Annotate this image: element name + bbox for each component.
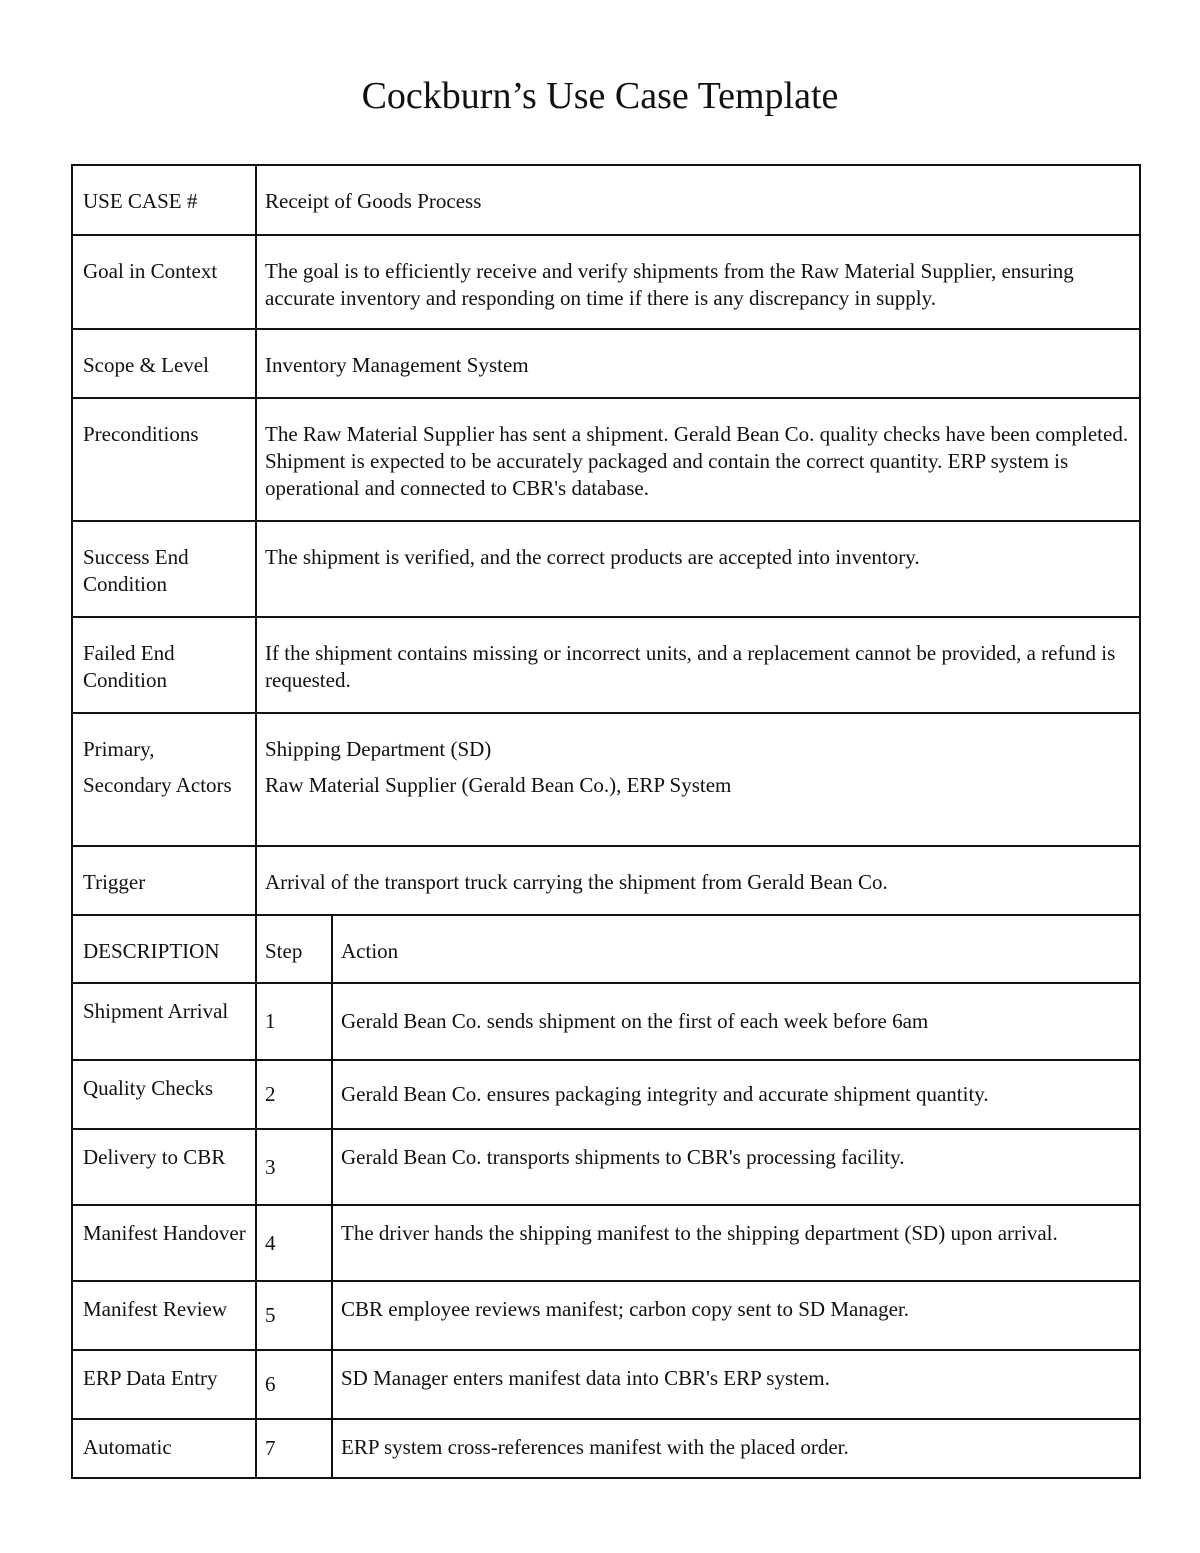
step-row bbox=[72, 1350, 1140, 1419]
step-row bbox=[72, 1129, 1140, 1205]
actors-value bbox=[256, 713, 1140, 846]
row-label: USE CASE # bbox=[72, 165, 256, 235]
step-name: ERP Data Entry bbox=[72, 1350, 256, 1419]
step-action: CBR employee reviews manifest; carbon copy sent to SD Manager. bbox=[332, 1281, 1140, 1350]
step-name: Manifest Handover bbox=[72, 1205, 256, 1281]
step-name: Automatic bbox=[72, 1419, 256, 1478]
step-number: 7 bbox=[256, 1419, 332, 1478]
step-number: 4 bbox=[256, 1205, 332, 1281]
success-end-condition-row bbox=[72, 521, 1140, 617]
step-name: Shipment Arrival bbox=[72, 983, 256, 1060]
actors-label bbox=[72, 713, 256, 846]
row-label: Scope & Level bbox=[72, 329, 256, 398]
row-value: The Raw Material Supplier has sent a shipment. Gerald Bean Co. quality checks have been completed. Shipment is expected to be accurately packaged and contain the correct quantity. ERP system is operational and connected to CBR's database. bbox=[256, 398, 1140, 521]
step-number: 6 bbox=[256, 1350, 332, 1419]
secondary-actors: Raw Material Supplier (Gerald Bean Co.), ERP System bbox=[265, 773, 732, 797]
row-label: Success End Condition bbox=[72, 521, 256, 617]
step-number: 1 bbox=[256, 983, 332, 1060]
preconditions-row bbox=[72, 398, 1140, 521]
row-label: Failed End Condition bbox=[72, 617, 256, 713]
scope-level-row bbox=[72, 329, 1140, 398]
step-action: Gerald Bean Co. ensures packaging integrity and accurate shipment quantity. bbox=[332, 1060, 1140, 1129]
step-row bbox=[72, 1060, 1140, 1129]
row-value: The goal is to efficiently receive and verify shipments from the Raw Material Supplier, ensuring accurate inventory and responding on time if there is any discrepancy in supply. bbox=[256, 235, 1140, 329]
step-name: Quality Checks bbox=[72, 1060, 256, 1129]
row-value: If the shipment contains missing or incorrect units, and a replacement cannot be provided, a refund is requested. bbox=[256, 617, 1140, 713]
row-label: Trigger bbox=[72, 846, 256, 915]
use-case-table bbox=[71, 164, 1141, 1479]
row-label: Preconditions bbox=[72, 398, 256, 521]
step-number: 2 bbox=[256, 1060, 332, 1129]
primary-actors-label: Primary, bbox=[83, 737, 155, 761]
row-value: Receipt of Goods Process bbox=[256, 165, 1140, 235]
description-header-row bbox=[72, 915, 1140, 983]
goal-in-context-row bbox=[72, 235, 1140, 329]
actors-row bbox=[72, 713, 1140, 846]
page-title: Cockburn’s Use Case Template bbox=[361, 75, 839, 117]
row-label: Goal in Context bbox=[72, 235, 256, 329]
step-action: Gerald Bean Co. sends shipment on the first of each week before 6am bbox=[332, 983, 1140, 1060]
step-action: ERP system cross-references manifest with the placed order. bbox=[332, 1419, 1140, 1478]
step-action: SD Manager enters manifest data into CBR's ERP system. bbox=[332, 1350, 1140, 1419]
step-name: Delivery to CBR bbox=[72, 1129, 256, 1205]
failed-end-condition-row bbox=[72, 617, 1140, 713]
row-value: The shipment is verified, and the correct products are accepted into inventory. bbox=[256, 521, 1140, 617]
description-label: DESCRIPTION bbox=[72, 915, 256, 983]
step-action: Gerald Bean Co. transports shipments to CBR's processing facility. bbox=[332, 1129, 1140, 1205]
step-name: Manifest Review bbox=[72, 1281, 256, 1350]
use-case-number-row bbox=[72, 165, 1140, 235]
step-row bbox=[72, 983, 1140, 1060]
row-value: Inventory Management System bbox=[256, 329, 1140, 398]
trigger-row bbox=[72, 846, 1140, 915]
secondary-actors-label: Secondary Actors bbox=[83, 773, 232, 797]
step-row bbox=[72, 1281, 1140, 1350]
step-row bbox=[72, 1419, 1140, 1478]
row-value: Arrival of the transport truck carrying the shipment from Gerald Bean Co. bbox=[256, 846, 1140, 915]
action-header: Action bbox=[332, 915, 1140, 983]
step-row bbox=[72, 1205, 1140, 1281]
step-action: The driver hands the shipping manifest to the shipping department (SD) upon arrival. bbox=[332, 1205, 1140, 1281]
step-number: 5 bbox=[256, 1281, 332, 1350]
primary-actor: Shipping Department (SD) bbox=[265, 737, 492, 761]
step-header: Step bbox=[256, 915, 332, 983]
step-number: 3 bbox=[256, 1129, 332, 1205]
